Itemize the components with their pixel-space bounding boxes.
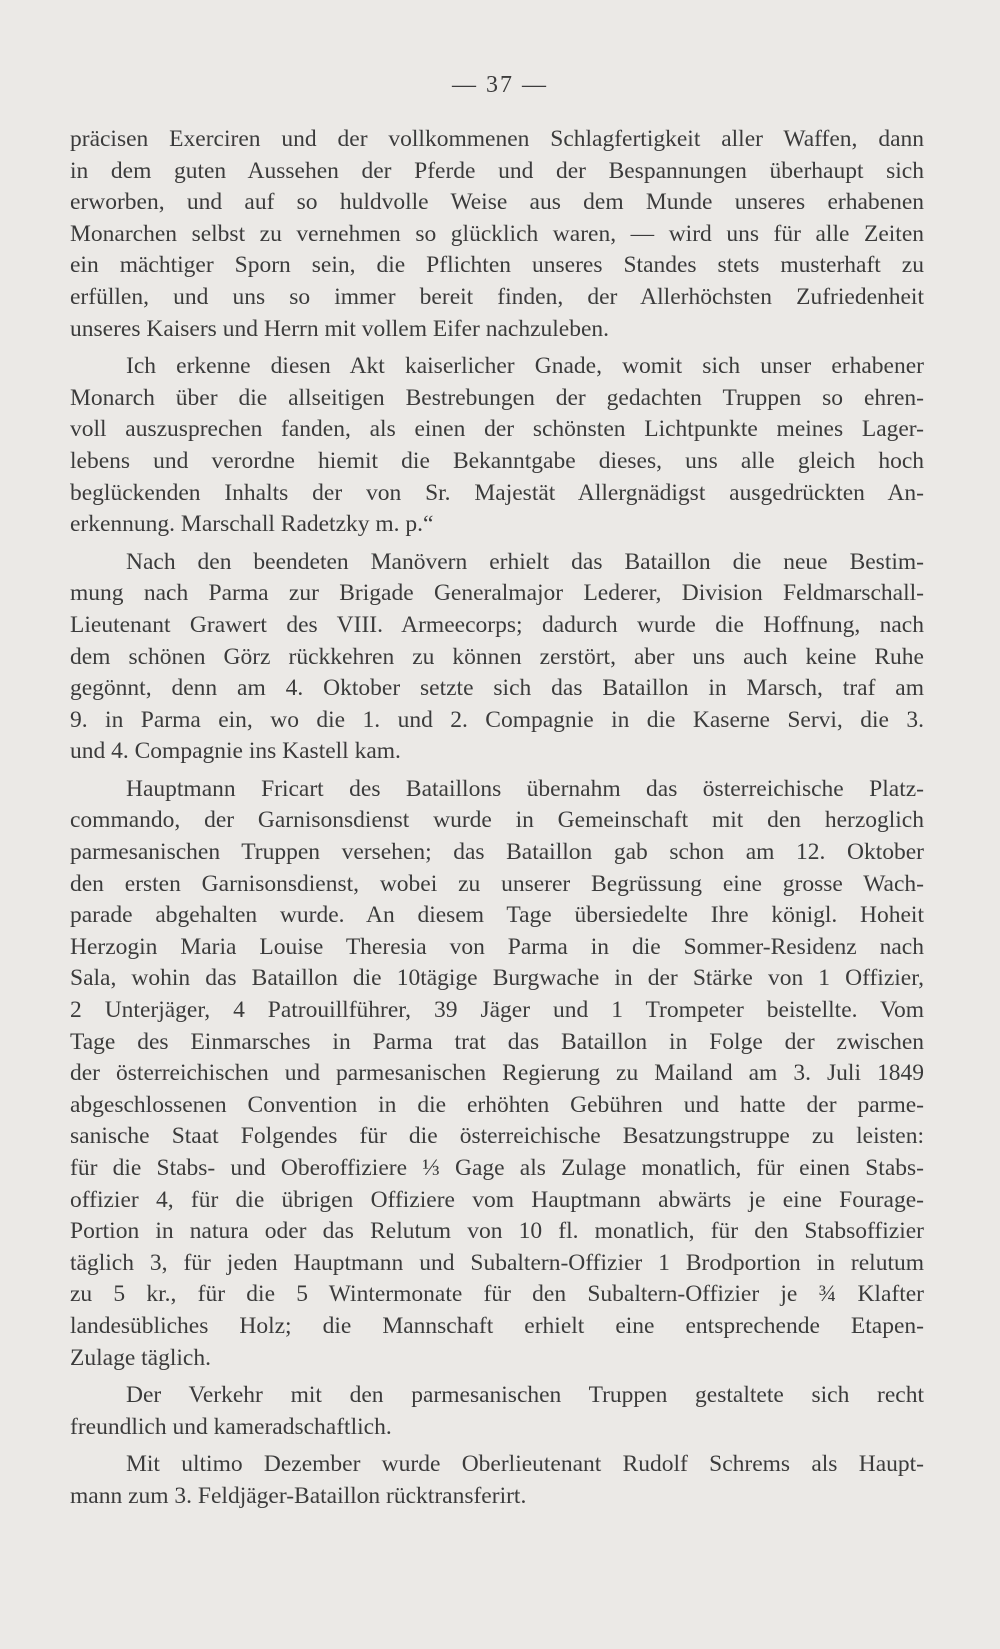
text-line: unseres Kaisers und Herrn mit vollem Eifer nachzuleben. (70, 315, 610, 342)
text-line: parmesanischen Truppen versehen; das Bataillon gab schon am 12. Oktober (70, 839, 924, 866)
text-line: der österreichischen und parmesanischen Regierung zu Mailand am 3. Juli 1849 (70, 1060, 924, 1087)
page-number: — 37 — (452, 72, 548, 98)
text-line: 2 Unterjäger, 4 Patrouillführer, 39 Jäger und 1 Trompeter beistellte. Vom (70, 997, 924, 1024)
text-line: mann zum 3. Feldjäger-Bataillon rücktransferirt. (70, 1482, 527, 1509)
text-line: voll auszusprechen fanden, als einen der schönsten Lichtpunkte meines Lager- (70, 416, 924, 443)
paragraph (70, 547, 924, 768)
paragraph (70, 351, 924, 541)
text-line: Lieutenant Grawert des VIII. Armeecorps; dadurch wurde die Hoffnung, nach (70, 611, 924, 638)
text-line: täglich 3, für jeden Hauptmann und Subaltern-Offizier 1 Brodportion in relutum (70, 1249, 924, 1276)
text-line: Mit ultimo Dezember wurde Oberlieutenant Rudolf Schrems als Haupt- (126, 1451, 924, 1478)
text-line: offizier 4, für die übrigen Offiziere vom Hauptmann abwärts je eine Fourage- (70, 1186, 924, 1213)
paragraph (70, 124, 924, 345)
text-line: Herzogin Maria Louise Theresia von Parma in die Sommer-Residenz nach (70, 933, 924, 960)
text-line: Tage des Einmarsches in Parma trat das Bataillon in Folge der zwischen (70, 1028, 924, 1055)
text-line: Portion in natura oder das Relutum von 10 fl. monatlich, für den Stabsoffizier (70, 1218, 924, 1245)
text-line: 9. in Parma ein, wo die 1. und 2. Compagnie in die Kaserne Servi, die 3. (70, 706, 924, 733)
text-line: präcisen Exerciren und der vollkommenen Schlagfertigkeit aller Waffen, dann (70, 126, 924, 152)
text-line: abgeschlossenen Convention in die erhöhten Gebühren und hatte der parme- (70, 1091, 924, 1118)
text-line: Monarch über die allseitigen Bestrebungen der gedachten Truppen so ehren- (70, 384, 924, 411)
text-line: zu 5 kr., für die 5 Wintermonate für den Subaltern-Offizier je ¾ Klafter (70, 1281, 924, 1308)
text-line: Sala, wohin das Bataillon die 10tägige Burgwache in der Stärke von 1 Offizier, (70, 965, 924, 992)
text-line: mung nach Parma zur Brigade Generalmajor Lederer, Division Feldmarschall- (70, 580, 924, 607)
paragraph (70, 1449, 924, 1512)
body-text (70, 124, 924, 1513)
text-line: erkennung. Marschall Radetzky m. p.“ (70, 511, 434, 538)
text-line: Monarchen selbst zu vernehmen so glücklich waren, — wird uns für alle Zeiten (70, 220, 924, 247)
text-line: lebens und verordne hiemit die Bekanntgabe dieses, uns alle gleich hoch (70, 447, 924, 474)
paragraph (70, 774, 924, 1374)
text-line: den ersten Garnisonsdienst, wobei zu unserer Begrüssung eine grosse Wach- (70, 870, 924, 897)
text-line: Nach den beendeten Manövern erhielt das Bataillon die neue Bestim- (126, 548, 924, 575)
text-line: freundlich und kameradschaftlich. (70, 1413, 392, 1440)
text-line: für die Stabs- und Oberoffiziere ⅓ Gage als Zulage monatlich, für einen Stabs- (70, 1155, 924, 1181)
text-line: beglückenden Inhalts der von Sr. Majestät Allergnädigst ausgedrückten An- (70, 479, 924, 506)
text-line: dem schönen Görz rückkehren zu können zerstört, aber uns auch keine Ruhe (70, 643, 924, 670)
text-line: und 4. Compagnie ins Kastell kam. (70, 738, 401, 765)
text-line: gegönnt, denn am 4. Oktober setzte sich das Bataillon in Marsch, traf am (70, 675, 924, 702)
text-line: Zulage täglich. (70, 1344, 211, 1371)
text-line: landesübliches Holz; die Mannschaft erhielt eine entsprechende Etapen- (70, 1312, 924, 1339)
paragraph (70, 1380, 924, 1443)
text-line: commando, der Garnisonsdienst wurde in Gemeinschaft mit den herzoglich (70, 807, 924, 834)
text-line: erworben, und auf so huldvolle Weise aus dem Munde unseres erhabenen (70, 189, 924, 216)
text-line: Ich erkenne diesen Akt kaiserlicher Gnade, womit sich unser erhabener (126, 353, 924, 380)
text-line: ein mächtiger Sporn sein, die Pflichten unseres Standes stets musterhaft zu (70, 252, 924, 279)
text-line: in dem guten Aussehen der Pferde und der Bespannungen überhaupt sich (70, 157, 924, 184)
text-line: Der Verkehr mit den parmesanischen Truppen gestaltete sich recht (126, 1382, 924, 1409)
text-line: sanische Staat Folgendes für die österreichische Besatzungstruppe zu leisten: (70, 1123, 924, 1150)
text-line: erfüllen, und uns so immer bereit finden, der Allerhöchsten Zufriedenheit (70, 283, 924, 310)
text-line: Hauptmann Fricart des Bataillons übernahm das österreichische Platz- (126, 775, 924, 802)
text-line: parade abgehalten wurde. An diesem Tage übersiedelte Ihre königl. Hoheit (70, 902, 924, 929)
